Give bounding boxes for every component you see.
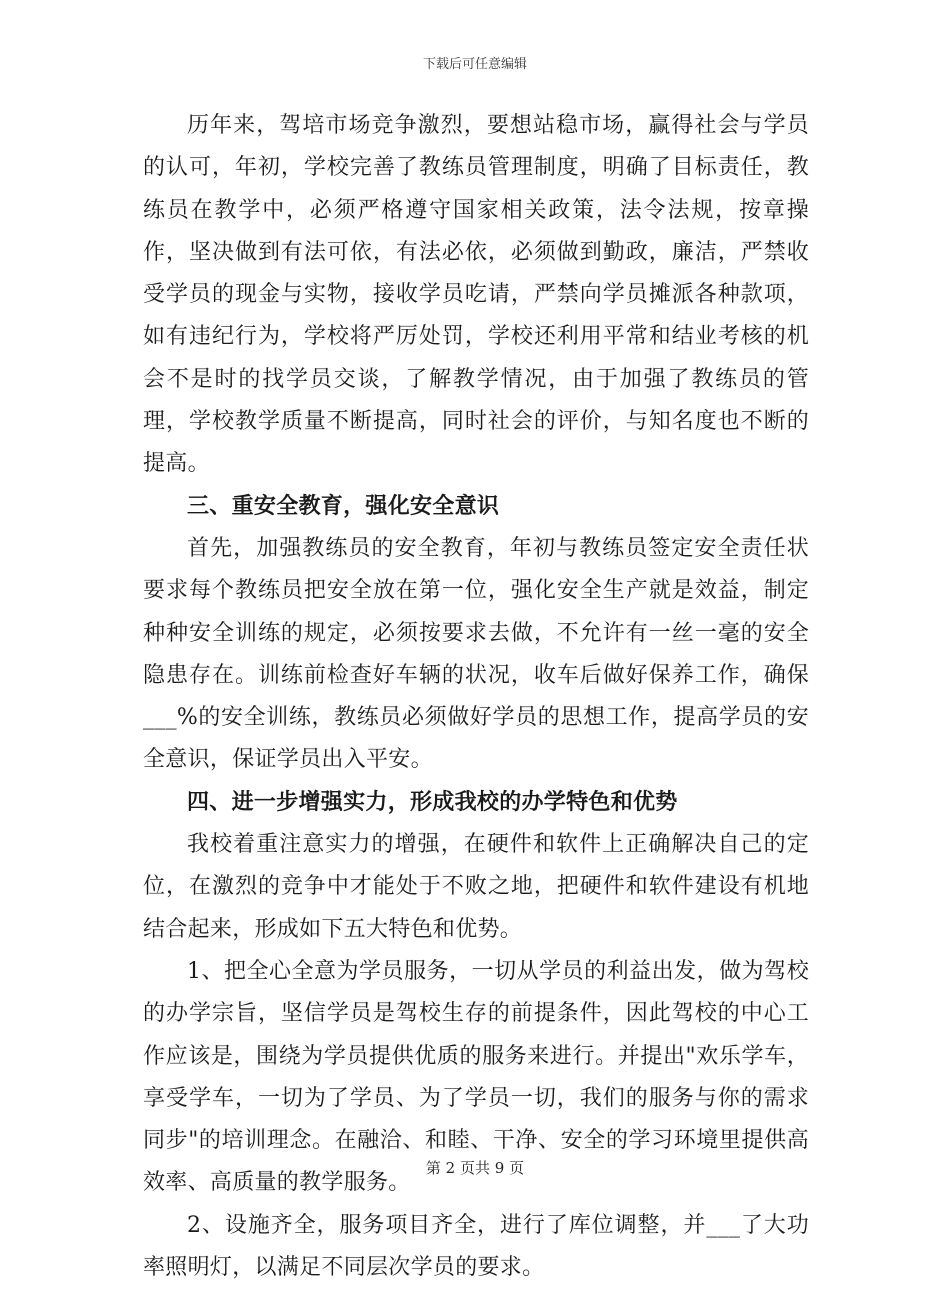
paragraph-safety: 首先，加强教练员的安全教育，年初与教练员签定安全责任状要求每个教练员把安全放在第一位，强化安全生产就是效益，制定种种安全训练的规定，必须按要求去做，不允许有一丝一毫的安全隐患存在。训练前检查好车辆的状况，收车后做好保养工作，确保___%的安全训练，教练员必须做好学员的思想工作，提高学员的安全意识，保证学员出入平安。 [143, 535, 809, 773]
paragraph-item-2: 2、设施齐全，服务项目齐全，进行了库位调整，并___了大功率照明灯，以满足不同层次学员的要求。 [143, 1212, 809, 1281]
paragraph-item-1: 1、把全心全意为学员服务，一切从学员的利益出发，做为驾校的办学宗旨，坚信学员是驾校生存的前提条件，因此驾校的中心工作应该是，围绕为学员提供优质的服务来进行。并提出"欢乐学车，享受学车，一切为了学员、为了学员一切，我们的服务与你的需求同步"的培训理念。在融洽、和睦、干净、安全的学习环境里提供高效率、高质量的教学服务。 [143, 958, 809, 1196]
paragraph-strength: 我校着重注意实力的增强，在硬件和软件上正确解决自己的定位，在激烈的竞争中才能处于不败之地，把硬件和软件建设有机地结合起来，形成如下五大特色和优势。 [143, 832, 809, 942]
section-heading-4: 四、进一步增强实力，形成我校的办学特色和优势 [187, 789, 678, 815]
paragraph-intro: 历年来，驾培市场竞争激烈，要想站稳市场，赢得社会与学员的认可，年初，学校完善了教练员管理制度，明确了目标责任，教练员在教学中，必须严格遵守国家相关政策，法令法规，按章操作，坚决做到有法可依，有法必依，必须做到勤政，廉洁，严禁收受学员的现金与实物，接收学员吃请，严禁向学员摊派各种款项，如有违纪行为，学校将严厉处罚，学校还利用平常和结业考核的机会不是时的找学员交谈，了解教学情况，由于加强了教练员的管理，学校教学质量不断提高，同时社会的评价，与知名度也不断的提高。 [143, 113, 809, 477]
document-body [143, 105, 809, 1289]
section-heading-3: 三、重安全教育，强化安全意识 [187, 493, 500, 519]
page-header: 下载后可任意编辑 [422, 57, 527, 72]
page-footer: 第 2 页共 9 页 [425, 1159, 525, 1177]
